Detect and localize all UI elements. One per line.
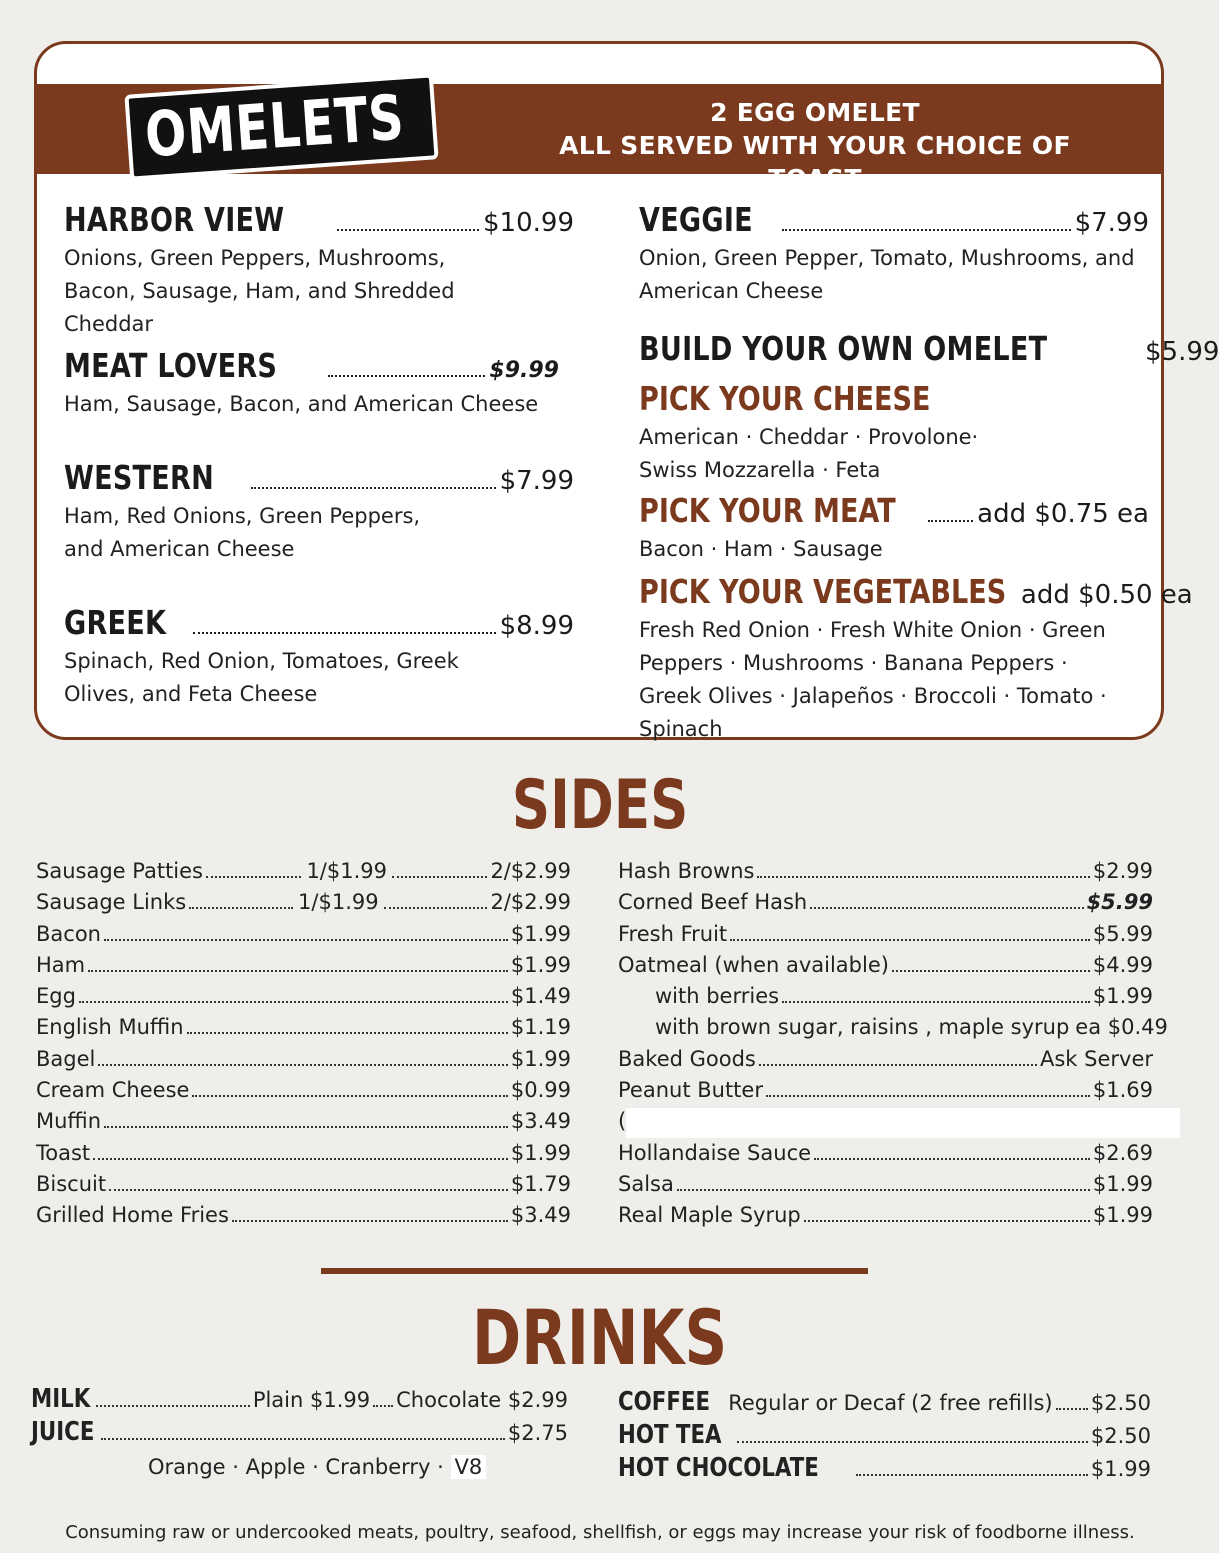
side-item: Muffin $3.49 — [36, 1109, 571, 1134]
side-item: with berries $1.99 — [655, 984, 1153, 1009]
omelet-description: Spinach, Red Onion, Tomatoes, Greek Olives, and Feta Cheese — [64, 649, 459, 706]
pick-vegetables-heading: PICK YOUR VEGETABLES — [639, 572, 1007, 611]
drink-hot-tea: HOT TEA $2.50 — [618, 1420, 1151, 1450]
vegetable-options: Fresh Red Onion · Fresh White Onion · Green Peppers · Mushrooms · Banana Peppers · Greek Olives · Jalapeños · Broccoli · Tomato · Spinach — [639, 618, 1107, 741]
side-item: Real Maple Syrup $1.99 — [618, 1203, 1153, 1228]
omelets-title: OMELETS — [142, 80, 407, 172]
meat-price: add $0.75 ea — [977, 499, 1149, 529]
side-item: English Muffin $1.19 — [36, 1015, 571, 1040]
dot-leader — [928, 520, 973, 522]
drink-name: JUICE — [31, 1417, 95, 1447]
sides-right-column — [618, 859, 1168, 1235]
omelet-item-greek — [64, 603, 574, 711]
drinks-heading: DRINKS — [472, 1293, 728, 1382]
side-item: Biscuit $1.79 — [36, 1171, 571, 1196]
side-item: Ham $1.99 — [36, 952, 571, 977]
omelet-price: $9.99 — [489, 358, 559, 383]
drink-milk: MILK Plain $1.99 Chocolate $2.99 — [31, 1384, 568, 1414]
drink-name: COFFEE — [618, 1387, 711, 1417]
dot-leader — [337, 229, 479, 231]
omelet-name: WESTERN — [64, 458, 214, 497]
pick-meat-heading: PICK YOUR MEAT — [639, 491, 896, 530]
omelet-price: $8.99 — [499, 611, 574, 641]
side-item: Sausage Links 1/$1.99 2/$2.99 — [36, 890, 572, 915]
omelet-price: $7.99 — [1074, 208, 1149, 238]
redaction-bar — [626, 1108, 1180, 1138]
side-item: Fresh Fruit $5.99 — [618, 921, 1153, 946]
side-item: Salsa $1.99 — [618, 1171, 1153, 1196]
omelets-subtitle-line2: ALL SERVED WITH YOUR CHOICE OF TOAST — [559, 131, 1071, 193]
sides-heading: SIDES — [511, 766, 689, 845]
drinks-right-column — [618, 1387, 1151, 1486]
omelet-description: Onions, Green Peppers, Mushrooms, Bacon, Sausage, Ham, and Shredded Cheddar — [64, 246, 455, 336]
build-name: BUILD YOUR OWN OMELET — [639, 329, 1048, 368]
side-item: Hash Browns $2.99 — [618, 859, 1153, 883]
juice-v8: V8 — [451, 1455, 487, 1479]
dot-leader — [782, 229, 1071, 231]
side-item: Sausage Patties 1/$1.99 2/$2.99 — [36, 859, 571, 883]
omelet-name: MEAT LOVERS — [64, 346, 278, 385]
side-item: Hollandaise Sauce $2.69 — [618, 1140, 1153, 1165]
build-your-own-omelet — [639, 329, 1219, 746]
dot-leader — [251, 487, 496, 489]
omelets-subtitle-line1: 2 EGG OMELET — [710, 98, 920, 127]
juice-options: Orange · Apple · Cranberry · V8 — [148, 1455, 486, 1479]
health-disclaimer: Consuming raw or undercooked meats, poultry, seafood, shellfish, or eggs may increase your risk of foodborne illness. — [65, 1522, 1135, 1543]
drink-name: HOT CHOCOLATE — [618, 1453, 819, 1483]
section-divider — [321, 1268, 868, 1274]
drink-name: MILK — [31, 1384, 91, 1414]
drink-name: HOT TEA — [618, 1420, 722, 1450]
omelet-name: HARBOR VIEW — [64, 200, 285, 239]
omelet-item-veggie — [639, 200, 1149, 308]
side-item: Corned Beef Hash $5.99 — [618, 890, 1153, 915]
cheese-options: American · Cheddar · Provolone· Swiss Mozzarella · Feta — [639, 425, 979, 482]
side-item: Baked Goods Ask Server — [618, 1046, 1153, 1071]
side-item-obscured: ( — [618, 1109, 627, 1134]
omelets-panel — [34, 41, 1219, 741]
vegetables-price: add $0.50 ea — [1020, 580, 1193, 610]
omelet-description: Onion, Green Pepper, Tomato, Mushrooms, and American Cheese — [639, 246, 1135, 303]
side-item: Bagel $1.99 — [36, 1046, 571, 1071]
side-item: Toast $1.99 — [36, 1140, 571, 1165]
omelet-description: Ham, Sausage, Bacon, and American Cheese — [64, 392, 539, 416]
omelet-name: VEGGIE — [639, 200, 753, 239]
drinks-left-column — [31, 1384, 568, 1450]
side-item: Oatmeal (when available) $4.99 — [618, 952, 1153, 977]
omelet-item-harbor-view — [64, 200, 574, 341]
build-price: $5.99 — [1144, 337, 1219, 367]
side-item: with brown sugar, raisins , maple syrup ea $0.49 — [655, 1015, 1168, 1040]
omelets-subtitle — [525, 96, 1105, 195]
omelet-price: $10.99 — [483, 208, 574, 238]
side-item: Bacon $1.99 — [36, 921, 571, 946]
meat-options: Bacon · Ham · Sausage — [639, 537, 883, 561]
omelet-item-western — [64, 458, 574, 566]
side-item: Peanut Butter $1.69 — [618, 1078, 1153, 1103]
drink-coffee: COFFEE Regular or Decaf (2 free refills) $2.50 — [618, 1387, 1151, 1417]
omelet-description: Ham, Red Onions, Green Peppers, and American Cheese — [64, 504, 421, 561]
side-item: Cream Cheese $0.99 — [36, 1078, 571, 1103]
drink-hot-chocolate: HOT CHOCOLATE $1.99 — [618, 1453, 1151, 1483]
side-item: Egg $1.49 — [36, 984, 571, 1009]
omelet-item-meat-lovers — [64, 346, 559, 421]
drink-juice: JUICE $2.75 — [31, 1417, 568, 1447]
side-item: Grilled Home Fries $3.49 — [36, 1203, 571, 1228]
dot-leader — [193, 632, 496, 634]
omelet-name: GREEK — [64, 603, 167, 642]
dot-leader — [328, 375, 485, 377]
sides-left-column — [36, 859, 571, 1235]
omelet-price: $7.99 — [499, 466, 574, 496]
pick-cheese-heading: PICK YOUR CHEESE — [639, 379, 931, 418]
